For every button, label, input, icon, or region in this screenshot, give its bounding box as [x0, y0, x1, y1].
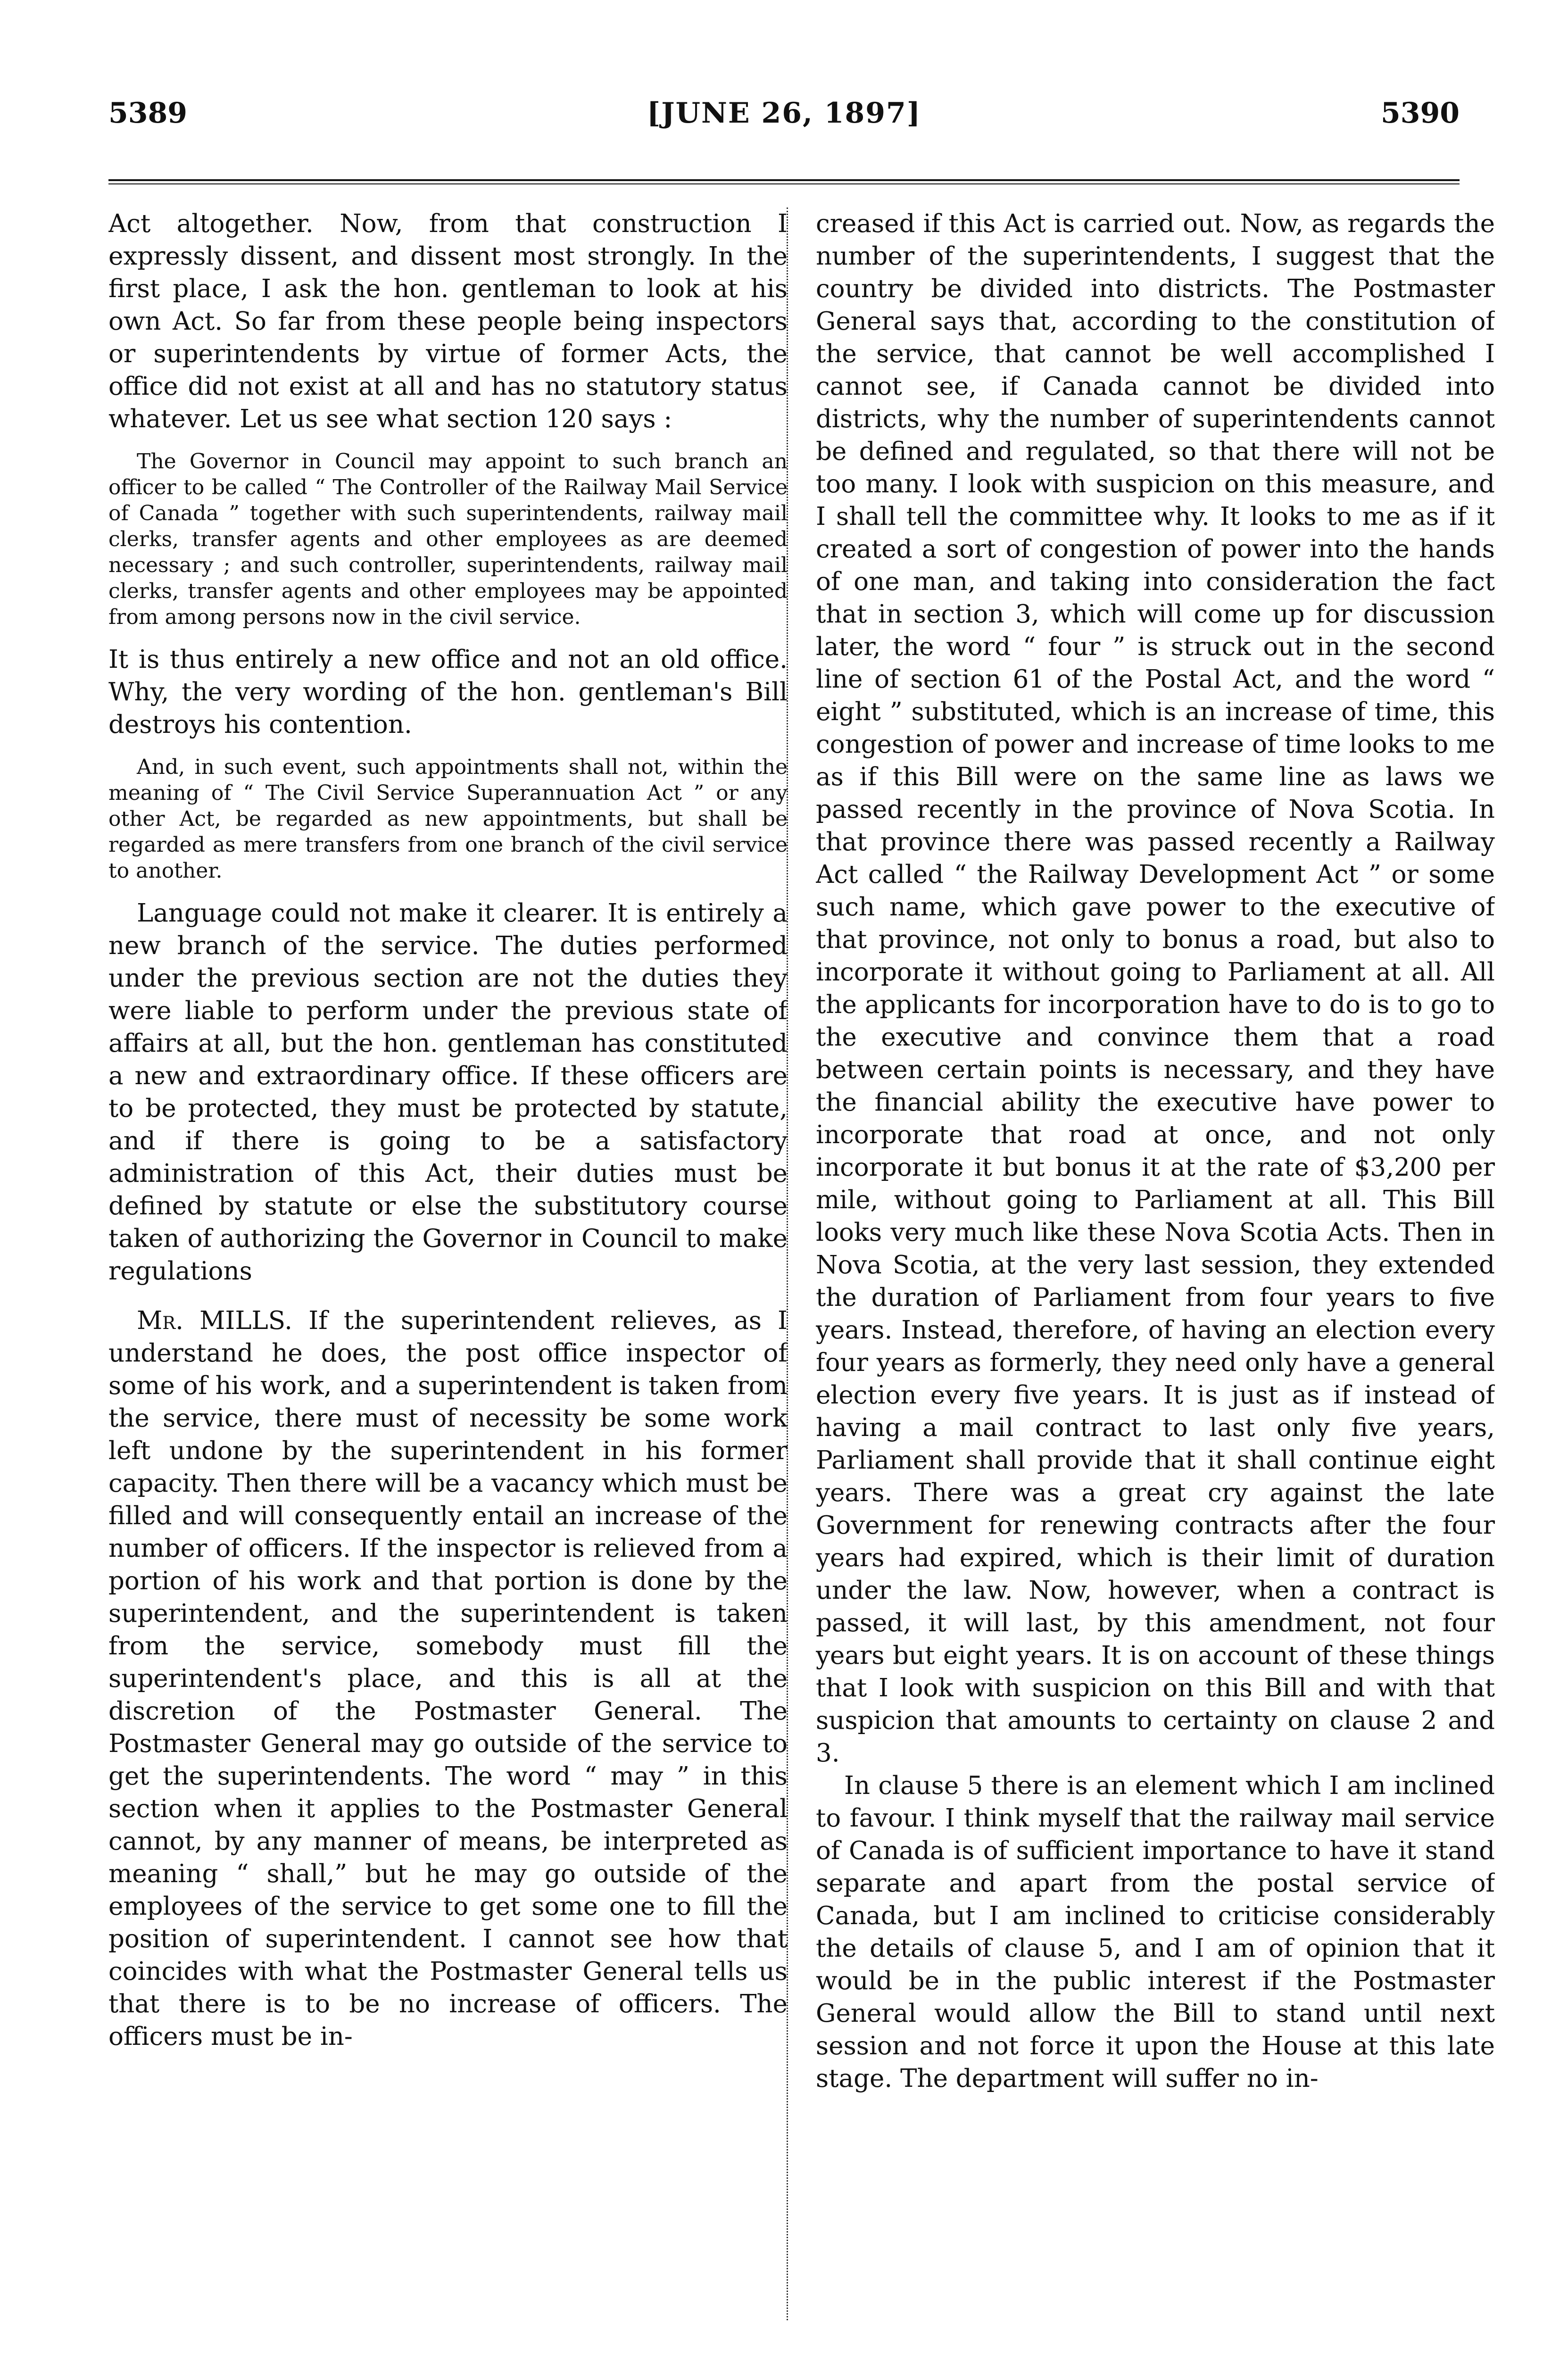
speaker-name: Mr. MILLS.: [137, 1306, 293, 1335]
left-paragraph-3: Language could not make it clearer. It is entirely a new branch of the service. The duties performed under the previous section are not the duties they were liable to perform under the previous state of affairs at all, but the hon. gentleman has constituted a new and extraordinary office. If these officers are to be protected, they must be protected by statute, and if there is going to be a satisfactory administration of this Act, their duties must be defined by statute or else the substitutory course taken of authorizing the Governor in Council to make regulations: [108, 899, 788, 1286]
page-header: [108, 97, 1460, 139]
speaker-remarks: If the superintendent relieves, as I understand he does, the post office inspector of some of his work, and a superintendent is taken from the service, there must of necessity be some work left undone by the superintendent in his former capacity. Then there will be a vacancy which must be filled and will consequently entail an increase of the number of officers. If the inspector is relieved from a portion of his work and that portion is done by the superintendent, and the superintendent is taken from the service, somebody must fill the superintendent's place, and this is all at the discretion of the Postmaster General. The Postmaster General may go outside of the service to get the superintendents. The word “ may ” in this section when it applies to the Postmaster General cannot, by any manner of means, be interpreted as meaning “ shall,” but he may go outside of the employees of the service to get some one to fill the position of superintendent. I cannot see how that coincides with what the Postmaster General tells us that there is to be no increase of officers. The officers must be in-: [108, 1306, 788, 2051]
right-paragraph-1: creased if this Act is carried out. Now, as regards the number of the superintendents, I suggest that the country be divided into districts. The Postmaster General says that, according to the constitution of the service, that cannot be well accomplished I cannot see, if Canada cannot be divided into districts, why the number of superintendents cannot be defined and regulated, so that there will not be too many. I look with suspicion on this measure, and I shall tell the committee why. It looks to me as if it created a sort of congestion of power into the hands of one man, and taking into consideration the fact that in section 3, which will come up for discussion later, the word “ four ” is struck out in the second line of section 61 of the Postal Act, and the word “ eight ” substituted, which is an increase of time, this congestion of power and increase of time looks to me as if this Bill were on the same line as laws we passed recently in the province of Nova Scotia. In that province there was passed recently a Railway Act called “ the Railway Development Act ” or some such name, which gave power to the executive of that province, not only to bonus a road, but also to incorporate it without going to Parliament at all. All the applicants for incorporation have to do is to go to the executive and convince them that a road between certain points is necessary, and they have the financial ability the executive have power to incorporate that road at once, and not only incorporate it but bonus it at the rate of $3,200 per mile, without going to Parliament at all. This Bill looks very much like these Nova Scotia Acts. Then in Nova Scotia, at the very last session, they extended the duration of Parliament from four years to five years. Instead, therefore, of having an election every four years as formerly, they need only have a general election every five years. It is just as if instead of having a mail contract to last only five years, Parliament shall provide that it shall continue eight years. There was a great cry against the late Government for renewing contracts after the four years had expired, which is their limit of duration under the law. Now, however, when a contract is passed, it will last, by this amendment, not four years but eight years. It is on account of these things that I look with suspicion on this Bill and with that suspicion that amounts to certainty on clause 2 and 3.: [816, 209, 1495, 1768]
left-paragraph-4: [108, 1304, 788, 2053]
page-number-left: 5389: [108, 97, 187, 130]
statute-quote-superannuation: And, in such event, such appointments shall not, within the meaning of “ The Civil Service Superannuation Act ” or any other Act, be regarded as new appointments, but shall be regarded as mere transfers from one branch of the civil service to another.: [108, 755, 788, 883]
right-column: [816, 208, 1495, 2339]
right-paragraph-2: In clause 5 there is an element which I am inclined to favour. I think myself that the railway mail service of Canada is of sufficient importance to have it stand separate and apart from the postal service of Canada, but I am inclined to criticise considerably the details of clause 5, and I am of opinion that it would be in the public interest if the Postmaster General would allow the Bill to stand until next session and not force it upon the House at this late stage. The department will suffer no in-: [816, 1771, 1495, 2093]
page-number-right: 5390: [1381, 97, 1460, 130]
header-rule: [108, 179, 1460, 184]
left-paragraph-2: It is thus entirely a new office and not an old office. Why, the very wording of the hon. gentleman's Bill destroys his contention.: [108, 645, 788, 739]
header-date: [JUNE 26, 1897]: [647, 97, 921, 130]
statute-quote-section-120: The Governor in Council may appoint to such branch an officer to be called “ The Controller of the Railway Mail Service of Canada ” together with such superintendents, railway mail clerks, transfer agents and other employees as are deemed necessary ; and such controller, superintendents, railway mail clerks, transfer agents and other employees may be appointed from among persons now in the civil service.: [108, 449, 788, 629]
left-paragraph-1: Act altogether. Now, from that construction I expressly dissent, and dissent most strongly. In the first place, I ask the hon. gentleman to look at his own Act. So far from these people being inspectors or superintendents by virtue of former Acts, the office did not exist at all and has no statutory status whatever. Let us see what section 120 says :: [108, 209, 788, 433]
column-divider: [787, 208, 788, 2320]
left-column: [108, 208, 788, 2339]
